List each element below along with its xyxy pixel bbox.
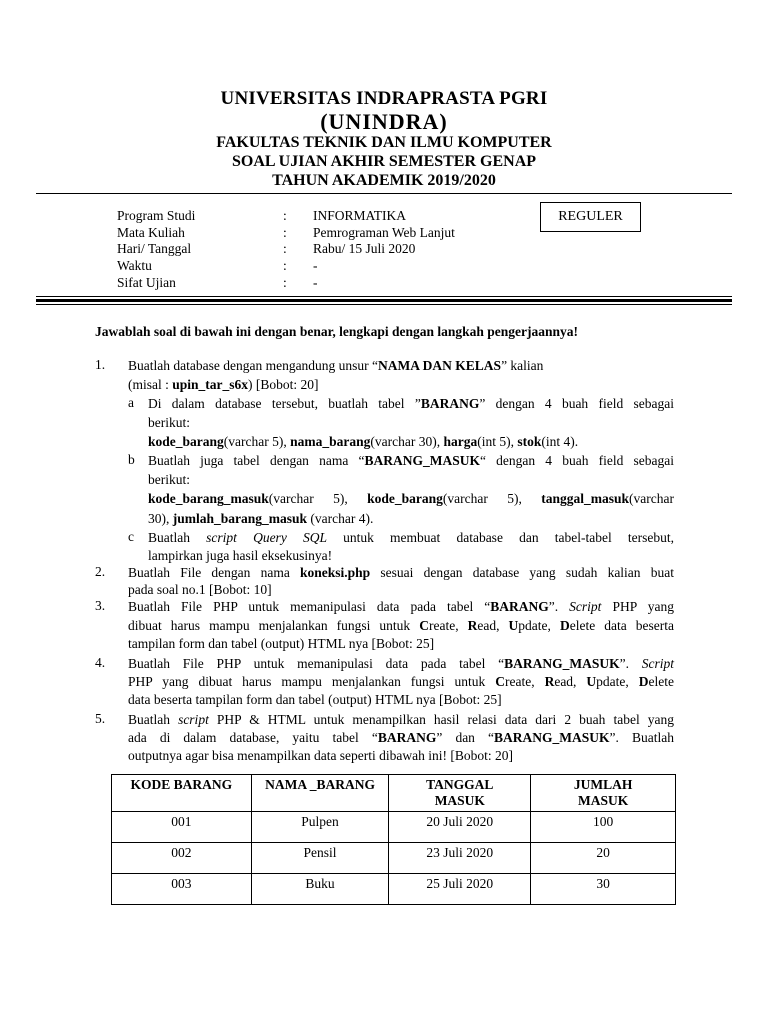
field-type: (int 4). xyxy=(541,434,579,449)
field-name: kode_barang_masuk xyxy=(148,491,269,506)
question-1b-line-2: berikut: xyxy=(148,472,190,487)
question-1a-line-2: berikut: xyxy=(148,415,190,430)
question-1a-fields xyxy=(148,433,578,450)
info-label: Program Studi xyxy=(117,208,196,223)
column-header: KODE BARANG xyxy=(112,775,252,812)
text: pdate, xyxy=(596,674,639,689)
info-label: Waktu xyxy=(117,258,152,273)
text-bold: U xyxy=(586,674,597,689)
info-label: Hari/ Tanggal xyxy=(117,241,192,256)
question-2-line-1 xyxy=(128,564,674,581)
subquestion-letter: c xyxy=(128,529,134,544)
text-bold: NAMA DAN KELAS xyxy=(378,358,502,373)
text: ”. Buatlah xyxy=(609,730,674,745)
field-type: (varchar 5), xyxy=(268,491,368,506)
text: PHP yang xyxy=(601,599,674,614)
text: reate, xyxy=(505,674,545,689)
question-5-line-2 xyxy=(128,729,674,746)
text: “ dengan 4 buah field sebagai xyxy=(480,453,674,468)
field-type: (int 5), xyxy=(477,434,518,449)
university-name: UNIVERSITAS INDRAPRASTA PGRI xyxy=(220,88,548,109)
field-type: 30), xyxy=(148,511,173,526)
question-1b-fields-1 xyxy=(148,490,674,507)
question-4-line-2 xyxy=(128,673,674,690)
text: Di dalam database tersebut, buatlah tabel ” xyxy=(148,396,421,411)
field-type: (varchar 5), xyxy=(442,491,542,506)
text: Buatlah database dengan mengandung unsur “ xyxy=(128,358,379,373)
text-bold: C xyxy=(419,618,429,633)
info-divider-thin-top xyxy=(36,296,732,297)
column-header-text: JUMLAH MASUK xyxy=(573,777,633,808)
question-4-line-3: data beserta tampilan form dan tabel (output) HTML nya [Bobot: 25] xyxy=(128,692,502,707)
table-row xyxy=(112,874,676,905)
info-separator: : xyxy=(283,258,287,273)
table-cell: 002 xyxy=(112,843,252,874)
question-1a-line-1 xyxy=(148,395,674,412)
text-bold: BARANG xyxy=(490,599,549,614)
info-label: Mata Kuliah xyxy=(117,225,185,240)
table-cell: 23 Juli 2020 xyxy=(389,843,531,874)
field-type: (varchar 4). xyxy=(307,511,374,526)
field-name: stok xyxy=(517,434,542,449)
text: ) [Bobot: 20] xyxy=(248,377,319,392)
question-5-line-3: outputnya agar bisa menampilkan data seperti dibawah ini! [Bobot: 20] xyxy=(128,748,514,763)
text: Buatlah File dengan nama xyxy=(128,565,301,580)
text-bold: BARANG xyxy=(420,396,480,411)
faculty-name: FAKULTAS TEKNIK DAN ILMU KOMPUTER xyxy=(216,134,552,151)
text-bold: R xyxy=(467,618,478,633)
table-cell: 100 xyxy=(531,812,676,843)
question-3-line-3: tampilan form dan tabel (output) HTML nya [Bobot: 25] xyxy=(128,636,435,651)
result-table xyxy=(111,774,676,905)
subquestion-letter: b xyxy=(128,452,135,467)
text: sesuai dengan database yang sudah kalian buat xyxy=(370,565,674,580)
table-row xyxy=(112,812,676,843)
field-name: harga xyxy=(443,434,478,449)
question-1c-line-1 xyxy=(148,529,674,546)
text-bold: R xyxy=(544,674,555,689)
text: Buatlah File PHP untuk memanipulasi data pada tabel “ xyxy=(128,599,491,614)
question-5-line-1 xyxy=(128,711,674,728)
text-bold: BARANG_MASUK xyxy=(504,656,620,671)
info-separator: : xyxy=(283,225,287,240)
text-bold: BARANG xyxy=(377,730,437,745)
table-cell: 003 xyxy=(112,874,252,905)
table-cell: 001 xyxy=(112,812,252,843)
column-header xyxy=(531,775,676,812)
question-1b-line-1 xyxy=(148,452,674,469)
text-italic: script xyxy=(178,712,209,727)
text: dibuat harus mampu menjalankan fungsi untuk xyxy=(128,618,420,633)
text: pdate, xyxy=(518,618,560,633)
exam-title: SOAL UJIAN AKHIR SEMESTER GENAP xyxy=(231,153,537,170)
info-divider-thick xyxy=(36,299,732,302)
text-bold: C xyxy=(495,674,505,689)
question-4-line-1 xyxy=(128,655,674,672)
text: Buatlah juga tabel dengan nama “ xyxy=(148,453,365,468)
text-bold: BARANG_MASUK xyxy=(364,453,480,468)
field-name: nama_barang xyxy=(290,434,371,449)
question-2-line-2: pada soal no.1 [Bobot: 10] xyxy=(128,582,272,597)
text: Buatlah xyxy=(128,712,179,727)
text: Buatlah xyxy=(148,530,207,545)
subquestion-letter: a xyxy=(128,395,134,410)
text-bold: upin_tar_s6x xyxy=(172,377,249,392)
university-abbr: (UNINDRA) xyxy=(320,109,448,134)
table-row xyxy=(112,843,676,874)
text: ”. xyxy=(548,599,570,614)
text-italic: Script xyxy=(569,599,602,614)
field-name: kode_barang xyxy=(367,491,443,506)
table-cell: 30 xyxy=(531,874,676,905)
field-type: (varchar 5), xyxy=(223,434,291,449)
field-name: jumlah_barang_masuk xyxy=(172,511,308,526)
column-header xyxy=(389,775,531,812)
text: reate, xyxy=(428,618,468,633)
text: ” dengan 4 buah field sebagai xyxy=(479,396,674,411)
field-type: (varchar xyxy=(629,491,674,506)
question-1-line-2 xyxy=(128,376,319,393)
text: ”. xyxy=(619,656,642,671)
academic-year: TAHUN AKADEMIK 2019/2020 xyxy=(272,172,496,189)
text: ead, xyxy=(477,618,509,633)
text: ada di dalam database, yaitu tabel “ xyxy=(128,730,378,745)
info-divider-thin-bottom xyxy=(36,304,732,305)
text-bold: D xyxy=(559,618,570,633)
info-value: - xyxy=(313,258,318,273)
text-bold: D xyxy=(638,674,649,689)
text-italic: Script xyxy=(641,656,674,671)
info-separator: : xyxy=(283,208,287,223)
text: (misal : xyxy=(128,377,173,392)
header-divider xyxy=(36,193,732,194)
info-separator: : xyxy=(283,275,287,290)
text: elete xyxy=(648,674,674,689)
text: Buatlah File PHP untuk memanipulasi data pada tabel “ xyxy=(128,656,505,671)
text: PHP yang dibuat harus mampu menjalankan fungsi untuk xyxy=(128,674,496,689)
table-cell: Pensil xyxy=(251,843,389,874)
question-1b-fields-2 xyxy=(148,510,373,527)
text-bold: koneksi.php xyxy=(300,565,371,580)
instruction-text: Jawablah soal di bawah ini dengan benar, lengkapi dengan langkah pengerjaannya! xyxy=(95,324,579,339)
table-header-row xyxy=(112,775,676,812)
text: elete data beserta xyxy=(569,618,674,633)
info-value: Rabu/ 15 Juli 2020 xyxy=(313,241,416,256)
text: ” kalian xyxy=(501,358,544,373)
question-number: 5. xyxy=(95,711,106,726)
column-header: NAMA _BARANG xyxy=(251,775,389,812)
info-separator: : xyxy=(283,241,287,256)
question-number: 4. xyxy=(95,655,106,670)
question-3-line-1 xyxy=(128,598,674,615)
column-header-text: TANGGAL MASUK xyxy=(426,777,494,808)
text: ead, xyxy=(554,674,587,689)
table-cell: Buku xyxy=(251,874,389,905)
question-number: 3. xyxy=(95,598,106,613)
text-bold: BARANG_MASUK xyxy=(494,730,610,745)
field-type: (varchar 30), xyxy=(370,434,444,449)
question-3-line-2 xyxy=(128,617,674,634)
table-cell: 20 xyxy=(531,843,676,874)
text-bold: U xyxy=(508,618,519,633)
field-name: kode_barang xyxy=(148,434,224,449)
field-name: tanggal_masuk xyxy=(541,491,630,506)
text-italic: script Query SQL xyxy=(206,530,327,545)
text: untuk membuat database dan tabel-tabel tersebut, xyxy=(326,530,674,545)
info-value: Pemrograman Web Lanjut xyxy=(313,225,455,240)
class-type-box: REGULER xyxy=(540,202,641,232)
question-1c-line-2: lampirkan juga hasil eksekusinya! xyxy=(148,548,333,563)
text: ” dan “ xyxy=(436,730,495,745)
info-value: - xyxy=(313,275,318,290)
info-label: Sifat Ujian xyxy=(117,275,176,290)
question-number: 2. xyxy=(95,564,106,579)
table-cell: 25 Juli 2020 xyxy=(389,874,531,905)
table-cell: 20 Juli 2020 xyxy=(389,812,531,843)
text: PHP & HTML untuk menampilkan hasil relasi data dari 2 buah tabel yang xyxy=(208,712,674,727)
info-value: INFORMATIKA xyxy=(313,208,407,223)
question-1-line-1 xyxy=(128,357,543,374)
question-number: 1. xyxy=(95,357,106,372)
table-cell: Pulpen xyxy=(251,812,389,843)
